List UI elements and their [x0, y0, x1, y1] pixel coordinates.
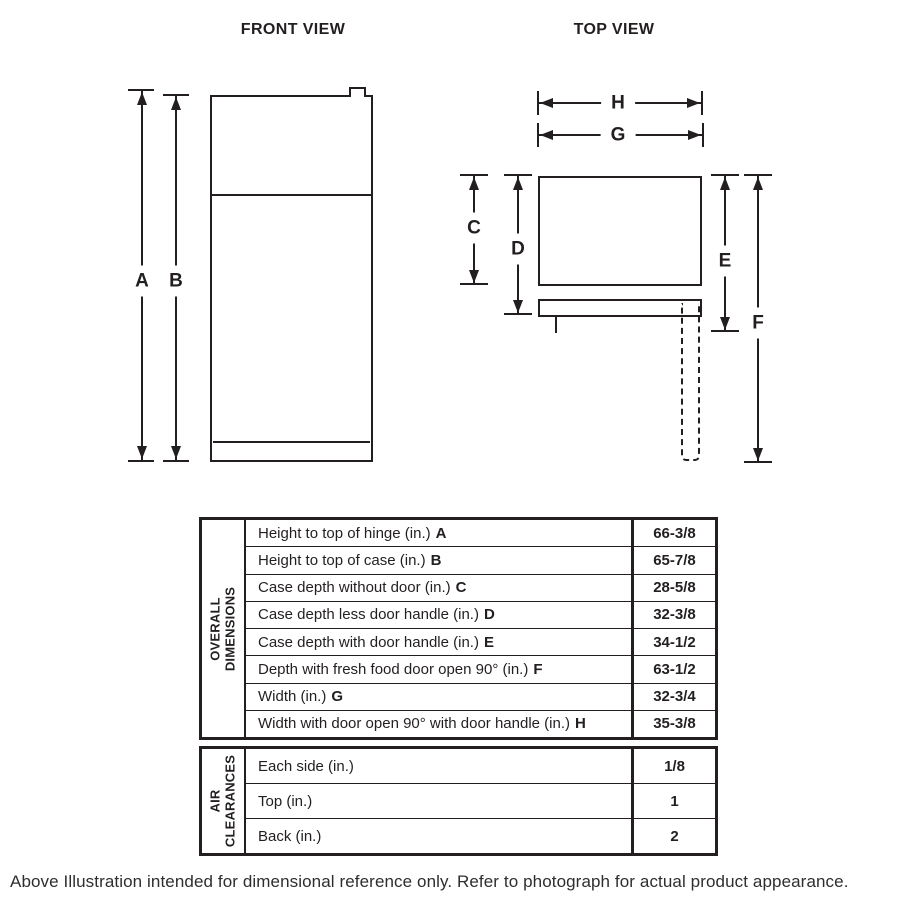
row-value: 32-3/4 [631, 684, 715, 710]
table-row [246, 655, 715, 682]
dim-label-e: E [714, 246, 737, 277]
fridge-front-outline [210, 95, 373, 462]
table-row [246, 818, 715, 853]
spec-table-air-clearances [199, 746, 718, 856]
dim-label-f: F [747, 308, 769, 339]
row-value: 28-5/8 [631, 575, 715, 601]
row-letter: B [430, 551, 442, 569]
arrowhead-up-icon [720, 177, 730, 190]
row-label-text: Height to top of case (in.) [258, 551, 426, 569]
arrowhead-down-icon [171, 446, 181, 459]
section-header-text [208, 755, 237, 847]
row-value: 2 [631, 819, 715, 853]
row-value: 34-1/2 [631, 629, 715, 655]
row-label-text: Depth with fresh food door open 90° (in.) [258, 660, 529, 678]
arrowhead-up-icon [171, 97, 181, 110]
section-header-text [208, 586, 237, 670]
row-letter: D [483, 606, 495, 624]
dim-label-h: H [601, 93, 635, 114]
arrowhead-left-icon [540, 130, 553, 140]
arrowhead-down-icon [513, 300, 523, 313]
spec-table-overall-dimensions [199, 517, 718, 740]
section-header-air-clearances [202, 749, 246, 853]
arrowhead-up-icon [469, 177, 479, 190]
row-label-text: Top (in.) [258, 792, 313, 810]
row-value: 35-3/8 [631, 711, 715, 737]
row-label-text: Case depth with door handle (in.) [258, 633, 479, 651]
row-label [246, 656, 631, 682]
row-letter: E [483, 633, 494, 651]
row-letter: H [575, 715, 586, 733]
dim-h-right-bar [701, 91, 703, 115]
kickplate-line [213, 441, 370, 443]
fridge-door-top-outline [538, 299, 702, 317]
row-label-text: Each side (in.) [258, 757, 354, 775]
footnote-text: Above Illustration intended for dimensional reference only. Refer to photograph for actual product appearance. [10, 872, 849, 891]
section-header-line1: OVERALL [207, 596, 223, 661]
table-row [246, 574, 715, 601]
row-value: 32-3/8 [631, 602, 715, 628]
dim-f-bottom-bar [744, 461, 772, 463]
hinge-cap [349, 87, 366, 97]
table-row [246, 628, 715, 655]
overall-dimensions-rows [246, 520, 715, 737]
section-header-line2: CLEARANCES [222, 754, 237, 848]
row-label [246, 711, 631, 737]
dim-label-g: G [601, 125, 636, 146]
door-open-90-dashed-outline [681, 303, 700, 461]
top-view-title: TOP VIEW [573, 21, 655, 38]
row-letter: A [435, 524, 447, 542]
table-row [246, 683, 715, 710]
table-row [246, 783, 715, 818]
fridge-case-top-outline [538, 176, 702, 286]
row-label [246, 520, 631, 546]
arrowhead-left-icon [540, 98, 553, 108]
table-row [246, 601, 715, 628]
row-label [246, 575, 631, 601]
row-label-text: Case depth less door handle (in.) [258, 606, 479, 624]
freezer-divider-line [210, 194, 373, 196]
arrowhead-down-icon [469, 270, 479, 283]
dim-g-right-bar [702, 123, 704, 147]
row-value: 65-7/8 [631, 547, 715, 573]
row-label-text: Case depth without door (in.) [258, 579, 451, 597]
arrowhead-up-icon [753, 177, 763, 190]
row-value: 1 [631, 784, 715, 818]
dim-c-bottom-bar [460, 283, 488, 285]
row-label-text: Back (in.) [258, 827, 322, 845]
dim-label-c: C [462, 213, 486, 244]
row-letter: C [455, 579, 467, 597]
row-label [246, 784, 631, 818]
table-row [246, 710, 715, 737]
dim-d-bottom-bar [504, 313, 532, 315]
table-row [246, 520, 715, 546]
row-label [246, 602, 631, 628]
door-handle-tick [555, 316, 557, 333]
dim-label-a: A [130, 266, 154, 297]
row-label-text: Height to top of hinge (in.) [258, 524, 431, 542]
arrowhead-down-icon [720, 317, 730, 330]
section-header-line1: AIR [207, 789, 223, 813]
arrowhead-up-icon [513, 177, 523, 190]
row-value: 63-1/2 [631, 656, 715, 682]
front-view-title: FRONT VIEW [240, 21, 346, 38]
row-label [246, 547, 631, 573]
row-value: 1/8 [631, 749, 715, 783]
table-row [246, 749, 715, 783]
arrowhead-right-icon [688, 130, 701, 140]
row-label-text: Width with door open 90° with door handle (in.) [258, 715, 571, 733]
row-label [246, 684, 631, 710]
row-value: 66-3/8 [631, 520, 715, 546]
row-label [246, 629, 631, 655]
arrowhead-right-icon [687, 98, 700, 108]
row-letter: G [331, 688, 344, 706]
table-row [246, 546, 715, 573]
dim-a-bottom-bar [128, 460, 154, 462]
air-clearances-rows [246, 749, 715, 853]
row-label [246, 819, 631, 853]
dim-label-d: D [506, 234, 530, 265]
row-letter: F [533, 660, 543, 678]
dim-e-bottom-bar [711, 330, 739, 332]
arrowhead-up-icon [137, 92, 147, 105]
dim-b-bottom-bar [163, 460, 189, 462]
section-header-overall-dimensions [202, 520, 246, 737]
dim-label-b: B [164, 266, 188, 297]
row-label [246, 749, 631, 783]
arrowhead-down-icon [137, 446, 147, 459]
section-header-line2: DIMENSIONS [222, 586, 237, 671]
row-label-text: Width (in.) [258, 688, 327, 706]
arrowhead-down-icon [753, 448, 763, 461]
